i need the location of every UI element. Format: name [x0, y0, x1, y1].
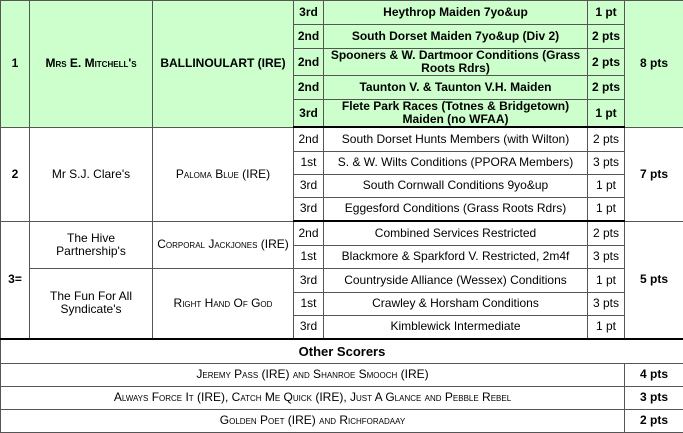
points-cell: 2 pts: [588, 49, 625, 76]
race-cell: Crawley & Horsham Conditions: [324, 292, 588, 315]
race-cell: Blackmore & Sparkford V. Restricted, 2m4f: [324, 245, 588, 268]
horse-cell: Right Hand Of God: [153, 268, 294, 339]
place-cell: 3rd: [294, 268, 324, 292]
race-cell: Countryside Alliance (Wessex) Conditions: [324, 268, 588, 292]
race-cell: Eggesford Conditions (Grass Roots Rdrs): [324, 197, 588, 221]
points-cell: 1 pt: [588, 1, 625, 25]
points-cell: 3 pts: [588, 292, 625, 315]
race-cell: S. & W. Wilts Conditions (PPORA Members): [324, 151, 588, 174]
points-cell: 2 pts: [588, 221, 625, 245]
points-cell: 1 pt: [588, 197, 625, 221]
race-cell: Kimblewick Intermediate: [324, 315, 588, 339]
race-cell: Spooners & W. Dartmoor Conditions (Grass Roots Rdrs): [324, 49, 588, 76]
points-cell: 3 pts: [588, 245, 625, 268]
owner-cell: Mr S.J. Clare's: [30, 127, 153, 221]
race-cell: Combined Services Restricted: [324, 221, 588, 245]
horse-cell: BALLINOULART (IRE): [153, 1, 294, 128]
rank-cell: 2: [1, 127, 30, 221]
place-cell: 3rd: [294, 100, 324, 128]
race-cell: South Cornwall Conditions 9yo&up: [324, 174, 588, 197]
place-cell: 1st: [294, 151, 324, 174]
place-cell: 2nd: [294, 49, 324, 76]
horse-cell: Corporal Jackjones (IRE): [153, 221, 294, 268]
rank-cell: 3=: [1, 221, 30, 339]
points-cell: 2 pts: [588, 25, 625, 49]
points-cell: 1 pt: [588, 174, 625, 197]
total-points-cell: 5 pts: [625, 221, 683, 339]
points-cell: 1 pt: [588, 315, 625, 339]
total-points-cell: 8 pts: [625, 1, 683, 128]
place-cell: 3rd: [294, 197, 324, 221]
place-cell: 1st: [294, 292, 324, 315]
points-cell: 2 pts: [588, 76, 625, 100]
place-cell: 2nd: [294, 127, 324, 151]
place-cell: 3rd: [294, 1, 324, 25]
points-cell: 2 pts: [588, 127, 625, 151]
place-cell: 2nd: [294, 221, 324, 245]
owner-cell: The Hive Partnership's: [30, 221, 153, 268]
other-scorers-heading: Other Scorers: [1, 339, 683, 363]
place-cell: 3rd: [294, 315, 324, 339]
total-points-cell: 7 pts: [625, 127, 683, 221]
other-scorers-points: 2 pts: [625, 409, 683, 432]
race-cell: Taunton V. & Taunton V.H. Maiden: [324, 76, 588, 100]
owner-cell: Mrs E. Mitchell's: [30, 1, 153, 128]
other-scorers-line: Golden Poet (IRE) and Richforadaay: [1, 409, 625, 432]
owner-cell: The Fun For All Syndicate's: [30, 268, 153, 339]
race-cell: Heythrop Maiden 7yo&up: [324, 1, 588, 25]
other-scorers-line: Jeremy Pass (IRE) and Shanroe Smooch (IRE): [1, 363, 625, 386]
rank-cell: 1: [1, 1, 30, 128]
horse-cell: Paloma Blue (IRE): [153, 127, 294, 221]
race-cell: Flete Park Races (Totnes & Bridgetown) Maiden (no WFAA): [324, 100, 588, 128]
race-cell: South Dorset Maiden 7yo&up (Div 2): [324, 25, 588, 49]
place-cell: 2nd: [294, 76, 324, 100]
race-cell: South Dorset Hunts Members (with Wilton): [324, 127, 588, 151]
place-cell: 1st: [294, 245, 324, 268]
other-scorers-points: 3 pts: [625, 386, 683, 409]
points-cell: 1 pt: [588, 268, 625, 292]
points-cell: 1 pt: [588, 100, 625, 128]
place-cell: 2nd: [294, 25, 324, 49]
other-scorers-line: Always Force It (IRE), Catch Me Quick (IRE), Just A Glance and Pebble Rebel: [1, 386, 625, 409]
points-cell: 3 pts: [588, 151, 625, 174]
other-scorers-points: 4 pts: [625, 363, 683, 386]
place-cell: 3rd: [294, 174, 324, 197]
